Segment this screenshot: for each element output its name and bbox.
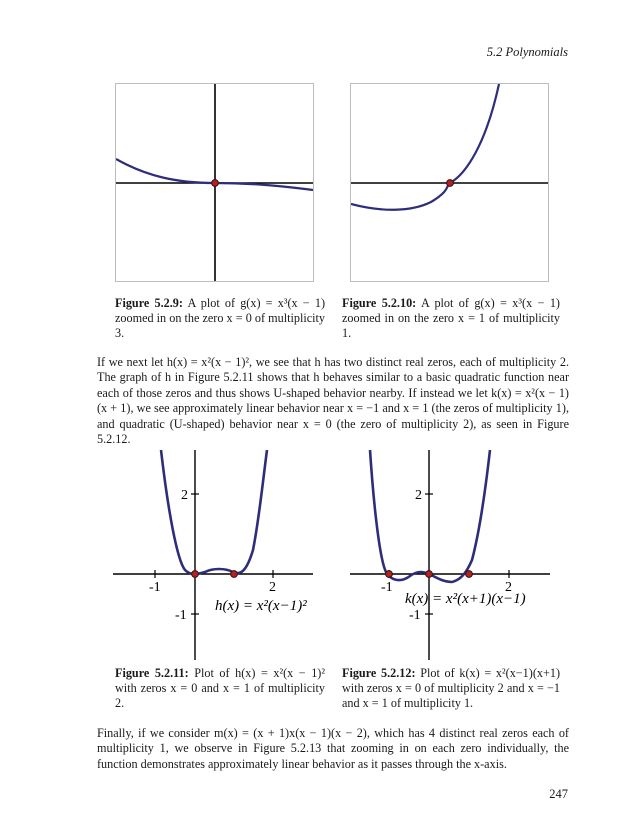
caption-text: A plot of g(x) = x³(x − 1) zoomed in on the zero x = 1 of multiplicity 1. — [342, 296, 560, 341]
caption-label: Figure 5.2.10: — [342, 296, 417, 310]
tick-label-x-pos: 2 — [269, 580, 276, 595]
caption-5-2-10 — [342, 296, 560, 342]
graph-label-h: h(x) = x²(x−1)² — [215, 598, 307, 614]
paragraph-2: Finally, if we consider m(x) = (x + 1)x(x − 1)(x − 2), which has 4 distinct real zeros each of multiplicity 1, we observe in Figure 5.2.13 that zooming in on each zero individually, the function demonstrates approximately linear behavior as it passes through the x-axis. — [97, 726, 569, 771]
figure-5-2-10-svg — [351, 84, 548, 281]
zero-dot — [447, 180, 454, 187]
tick-label-y-pos: 2 — [181, 488, 188, 503]
curve-k — [370, 450, 490, 582]
zero-dot — [231, 571, 238, 578]
figure-5-2-9-svg — [116, 84, 313, 281]
tick-label-x-pos: 2 — [505, 580, 512, 595]
figure-5-2-12-plot — [350, 450, 550, 660]
caption-5-2-11 — [115, 666, 325, 712]
graph-label-k: k(x) = x²(x+1)(x−1) — [405, 591, 526, 607]
running-header: 5.2 Polynomials — [486, 45, 568, 59]
zero-dot — [426, 571, 433, 578]
caption-label: Figure 5.2.12: — [342, 666, 416, 680]
tick-label-x-neg: -1 — [149, 580, 161, 595]
curve-h — [161, 450, 267, 574]
caption-text: Plot of k(x) = x²(x−1)(x+1) with zeros x = 0 of multiplicity 2 and x = −1 and x = 1 of multiplicity 1. — [342, 666, 560, 711]
caption-text: A plot of g(x) = x³(x − 1) zoomed in on the zero x = 0 of multiplicity 3. — [115, 296, 326, 341]
figure-5-2-11-svg — [113, 450, 313, 660]
figure-5-2-9-plot — [115, 83, 314, 282]
caption-text: Plot of h(x) = x²(x − 1)² with zeros x = 0 and x = 1 of multiplicity 2. — [115, 666, 326, 711]
curve-g — [351, 84, 499, 210]
zero-dot — [466, 571, 473, 578]
tick-label-y-pos: 2 — [415, 488, 422, 503]
zero-dot — [212, 180, 219, 187]
tick-label-y-neg: -1 — [409, 608, 421, 623]
caption-5-2-9 — [115, 296, 325, 342]
zero-dot — [192, 571, 199, 578]
caption-label: Figure 5.2.11: — [115, 666, 189, 680]
caption-label: Figure 5.2.9: — [115, 296, 183, 310]
paragraph-1: If we next let h(x) = x²(x − 1)², we see that h has two distinct real zeros, each of multiplicity 2. The graph of h in Figure 5.2.11 shows that h behaves similar to a basic quadratic function near each of those zeros and thus shows U-shaped behavior nearby. If instead we let k(x) = x²(x − 1)(x + 1), we see approximately linear behavior near x = −1 and x = 1 (the zeros of multiplicity 1), and quadratic (U-shaped) behavior near x = 0 (the zero of multiplicity 2), as seen in Figure 5.2.12. — [97, 355, 569, 447]
figure-5-2-12-svg — [350, 450, 550, 660]
caption-5-2-12 — [342, 666, 560, 712]
figure-5-2-10-plot — [350, 83, 549, 282]
tick-label-x-neg: -1 — [381, 580, 393, 595]
page-number: 247 — [549, 787, 568, 801]
figure-5-2-11-plot — [113, 450, 313, 660]
tick-label-y-neg: -1 — [175, 608, 187, 623]
zero-dot — [386, 571, 393, 578]
